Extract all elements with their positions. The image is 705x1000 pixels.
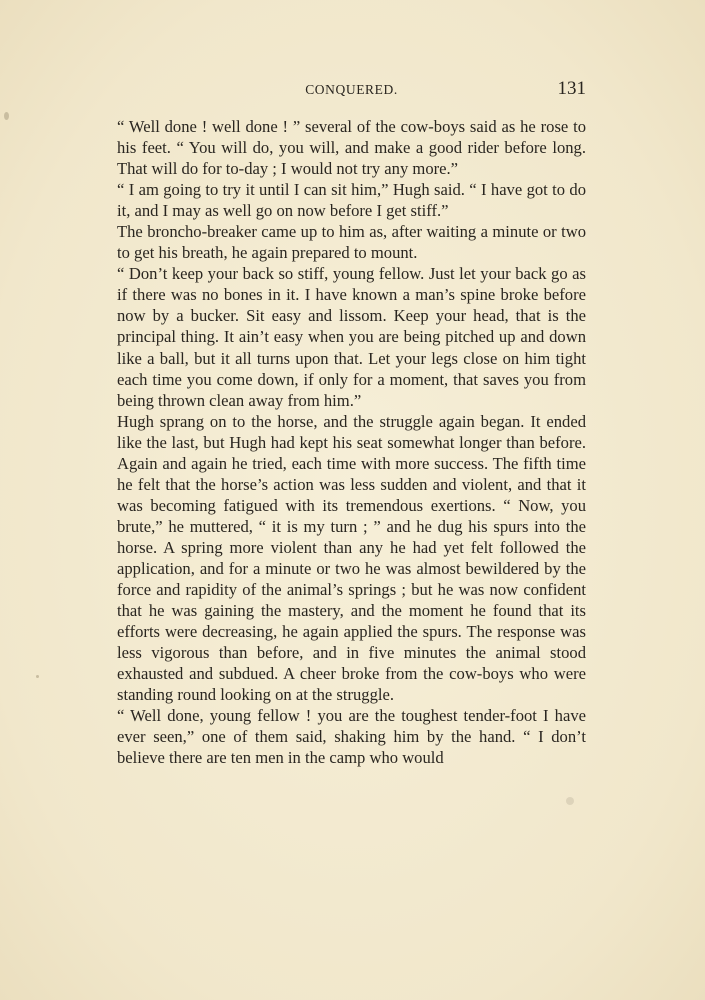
- paper-speck: [36, 675, 39, 678]
- paragraph: “ Well done, young fellow ! you are the toughest tender-foot I have ever seen,” one of them said, shaking him by the hand. “ I don’t believe there are ten men in the camp who would: [117, 706, 586, 768]
- paragraph: The broncho-breaker came up to him as, after waiting a minute or two to get his breath, he again prepared to mount.: [117, 222, 586, 263]
- paragraph: “ I am going to try it until I can sit him,” Hugh said. “ I have got to do it, and I may as well go on now before I get stiff.”: [117, 180, 586, 221]
- running-head: CONQUERED.: [305, 82, 398, 97]
- paragraph: Hugh sprang on to the horse, and the struggle again began. It ended like the last, but Hugh had kept his seat somewhat longer than before. Again and again he tried, each time with more success. The fifth time he felt that the horse’s action was less sudden and violent, and that it was becoming fatigued with its tremendous exertions. “ Now, you brute,” he muttered, “ it is my turn ; ” and he dug his spurs into the horse. A spring more violent than any he had yet felt followed the application, and for a minute or two he was almost bewildered by the force and rapidity of the animal’s springs ; but he was now confident that he was gaining the mastery, and the moment he found that its efforts were decreasing, he again applied the spurs. The response was less vigorous than before, and in five minutes the animal stood exhausted and subdued. A cheer broke from the cow-boys who were standing round looking on at the struggle.: [117, 411, 586, 705]
- paper-speck: [4, 112, 9, 120]
- page-header: [117, 78, 586, 102]
- paragraph: “ Well done ! well done ! ” several of the cow-boys said as he rose to his feet. “ You will do, you will, and make a good rider before long. That will do for to-day ; I would not try any more.”: [117, 117, 586, 179]
- paper-speck: [566, 797, 574, 805]
- paragraph: “ Don’t keep your back so stiff, young fellow. Just let your back go as if there was no bones in it. I have known a man’s spine broke before now by a bucker. Sit easy and lissom. Keep your head, that is the principal thing. It ain’t easy when you are being pitched up and down like a ball, but it all turns upon that. Let your legs close on him tight each time you come down, if only for a moment, that saves you from being thrown clean away from him.”: [117, 264, 586, 410]
- page-number: 131: [557, 78, 586, 99]
- body-text: [117, 116, 586, 768]
